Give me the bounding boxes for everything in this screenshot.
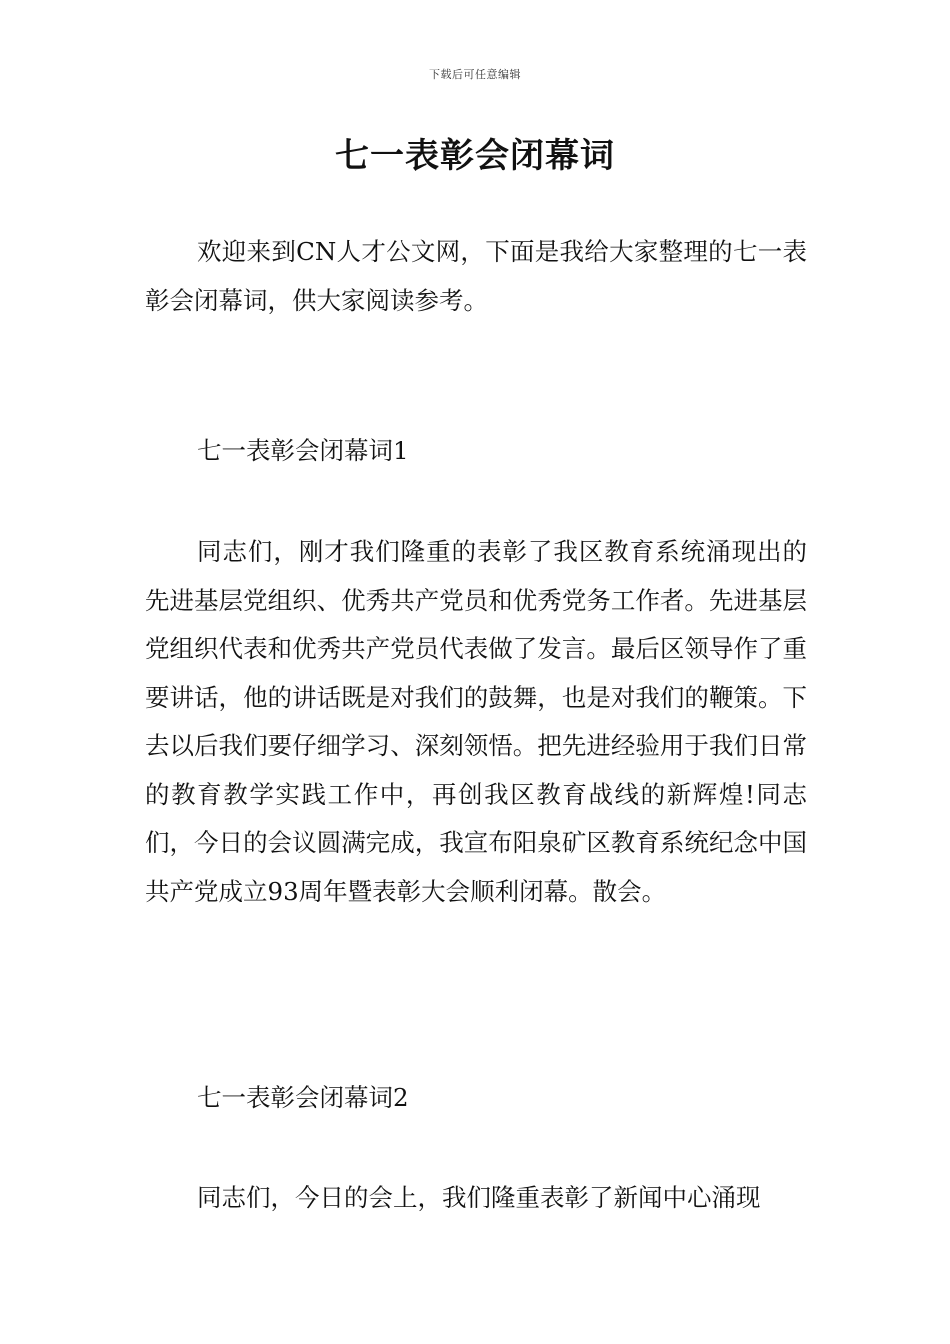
section-body-1: 同志们，刚才我们隆重的表彰了我区教育系统涌现出的先进基层党组织、优秀共产党员和优秀党务工作者。先进基层党组织代表和优秀共产党员代表做了发言。最后区领导作了重要讲话，他的讲话既是对我们的鼓舞，也是对我们的鞭策。下去以后我们要仔细学习、深刻领悟。把先进经验用于我们日常的教育教学实践工作中，再创我区教育战线的新辉煌!同志们，今日的会议圆满完成，我宣布阳泉矿区教育系统纪念中国共产党成立93周年暨表彰大会顺利闭幕。散会。 <box>145 537 807 906</box>
document-title: 七一表彰会闭幕词 <box>335 136 615 176</box>
intro-paragraph: 欢迎来到CN人才公文网，下面是我给大家整理的七一表彰会闭幕词，供大家阅读参考。 <box>145 237 807 315</box>
section-heading-1: 七一表彰会闭幕词1 <box>197 436 409 465</box>
header-note: 下载后可任意编辑 <box>429 68 521 81</box>
section-heading-2: 七一表彰会闭幕词2 <box>197 1083 409 1112</box>
section-body-2: 同志们，今日的会上，我们隆重表彰了新闻中心涌现 <box>197 1183 761 1212</box>
